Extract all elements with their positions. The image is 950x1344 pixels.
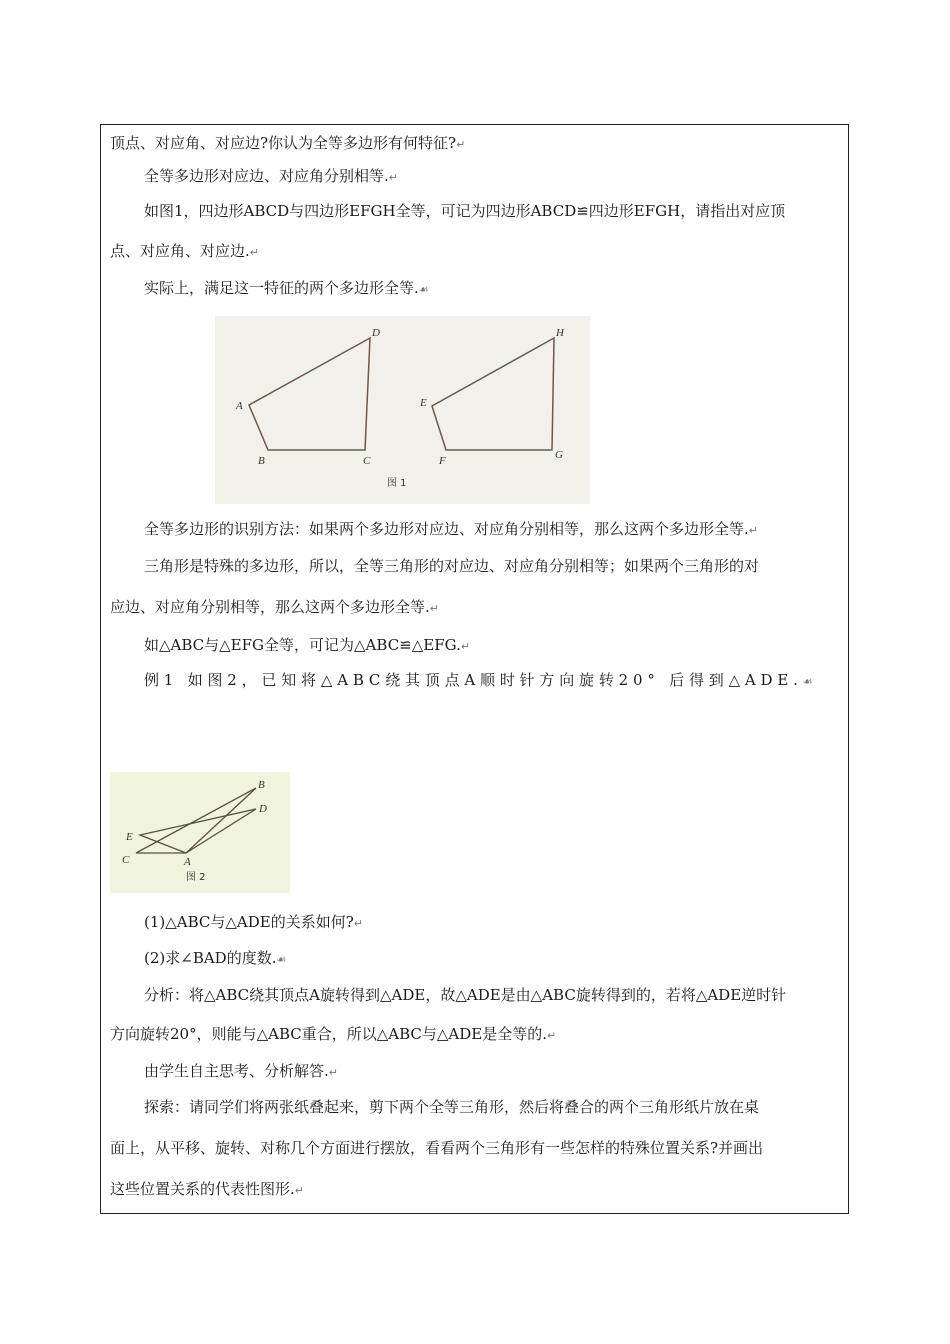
paragraph-mark-icon: ↵ xyxy=(429,602,439,615)
text-line: 三角形是特殊的多边形，所以，全等三角形的对应边、对应角分别相等；如果两个三角形的对 xyxy=(144,557,760,575)
figure-label: A xyxy=(236,400,243,412)
figure-label: G xyxy=(555,449,563,461)
figure-caption: 图 1 xyxy=(387,478,407,489)
text-line: 顶点、对应角、对应边?你认为全等多边形有何特征?↵ xyxy=(110,134,466,152)
paragraph-mark-icon: ↵ xyxy=(353,917,363,930)
figure-caption: 图 2 xyxy=(186,872,206,883)
text-line: 应边、对应角分别相等，那么这两个多边形全等.↵ xyxy=(110,598,439,616)
figure-1-quadrilaterals xyxy=(215,316,590,504)
text-line: 如△ABC与△EFG全等，可记为△ABC≌△EFG.↵ xyxy=(144,636,471,654)
text-line: 探索：请同学们将两张纸叠起来，剪下两个全等三角形，然后将叠合的两个三角形纸片放在桌 xyxy=(144,1098,760,1116)
figure-label: F xyxy=(439,455,446,467)
figure-label: E xyxy=(420,397,427,409)
text-line: 这些位置关系的代表性图形.↵ xyxy=(110,1180,304,1198)
text-line: 如图1，四边形ABCD与四边形EFGH全等，可记为四边形ABCD≌四边形EFGH，请指出对应顶 xyxy=(144,202,786,220)
text-line: (2)求∠BAD的度数.☙ xyxy=(144,949,287,967)
paragraph-mark-icon: ↵ xyxy=(328,1066,338,1079)
triangle-ade xyxy=(140,809,256,853)
figure-label: C xyxy=(363,455,371,467)
paragraph-mark-icon: ↵ xyxy=(547,1029,557,1042)
figure-label: H xyxy=(556,327,564,339)
hand-mark-icon: ☙ xyxy=(802,675,818,688)
paragraph-mark-icon: ↵ xyxy=(294,1184,304,1197)
text-line: 全等多边形的识别方法：如果两个多边形对应边、对应角分别相等，那么这两个多边形全等.↵ xyxy=(144,520,758,538)
quadrilateral-abcd xyxy=(249,338,370,450)
figure-label: A xyxy=(184,856,191,868)
text-line: (1)△ABC与△ADE的关系如何?↵ xyxy=(144,913,363,931)
text-line: 实际上，满足这一特征的两个多边形全等.☙ xyxy=(144,279,429,297)
text-line: 点、对应角、对应边.↵ xyxy=(110,242,259,260)
figure-label: B xyxy=(258,455,265,467)
text-line: 分析：将△ABC绕其顶点A旋转得到△ADE，故△ADE是由△ABC旋转得到的，若将△ADE逆时针 xyxy=(144,986,787,1004)
figure-label: B xyxy=(258,779,265,791)
figure-label: D xyxy=(372,327,380,339)
text-line: 由学生自主思考、分析解答.↵ xyxy=(144,1062,338,1080)
paragraph-mark-icon: ↵ xyxy=(748,524,758,537)
text-line: 全等多边形对应边、对应角分别相等.↵ xyxy=(144,167,398,185)
paragraph-mark-icon: ↵ xyxy=(388,171,398,184)
text-line: 方向旋转20°，则能与△ABC重合，所以△ABC与△ADE是全等的.↵ xyxy=(110,1025,557,1043)
figure-label: C xyxy=(122,854,130,866)
text-line: 例1 如图2，已知将△ABC绕其顶点A顺时针方向旋转20° 后得到△ADE.☙ xyxy=(144,671,818,689)
text-line: 面上，从平移、旋转、对称几个方面进行摆放，看看两个三角形有一些怎样的特殊位置关系?并画出 xyxy=(110,1139,764,1157)
quadrilateral-efgh xyxy=(432,338,554,450)
hand-mark-icon: ☙ xyxy=(276,953,287,966)
paragraph-mark-icon: ↵ xyxy=(249,246,259,259)
figure-label: D xyxy=(259,803,267,815)
figure-label: E xyxy=(126,831,133,843)
paragraph-mark-icon: ↵ xyxy=(460,640,471,653)
figure-2-rotated-triangles xyxy=(110,772,290,893)
paragraph-mark-icon: ↵ xyxy=(456,138,466,151)
hand-mark-icon: ☙ xyxy=(418,283,429,296)
